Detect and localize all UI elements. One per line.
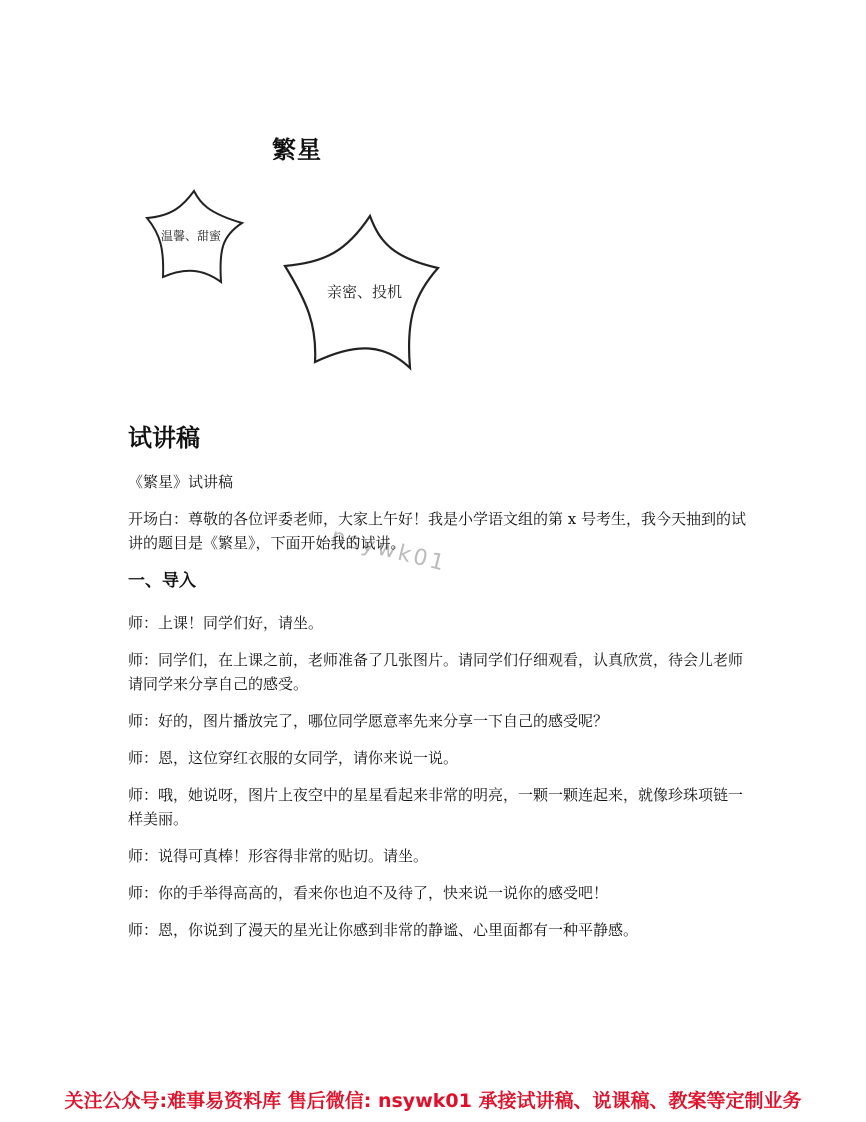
star-small-label: 温馨、甜蜜 (161, 229, 222, 243)
document-body (128, 470, 748, 955)
dialogue-line: 师：同学们，在上课之前，老师准备了几张图片。请同学们仔细观看，认真欣赏，待会儿老师请同学来分享自己的感受。 (128, 651, 744, 693)
watermark: nsywk01 (328, 524, 450, 577)
dialogue-line: 师：说得可真棒！形容得非常的贴切。请坐。 (128, 847, 429, 865)
heading-intro: 一、导入 (128, 571, 196, 591)
dialogue-line: 师：你的手举得高高的，看来你也迫不及待了，快来说一说你的感受吧！ (128, 884, 609, 902)
diagram-title: 繁星 (272, 136, 322, 164)
section-title: 试讲稿 (128, 424, 200, 452)
dialogue-line: 师：上课！同学们好，请坐。 (128, 614, 324, 632)
star-diagram (0, 0, 866, 420)
dialogue-line: 师：哦，她说呀，图片上夜空中的星星看起来非常的明亮，一颗一颗连起来，就像珍珠项链一样美丽。 (128, 786, 744, 828)
opening-paragraph: 开场白：尊敬的各位评委老师，大家上午好！我是小学语文组的第 x 号考生，我今天抽到的试讲的题目是《繁星》，下面开始我的试讲。 (128, 510, 746, 552)
document-subtitle: 《繁星》试讲稿 (128, 473, 234, 491)
dialogue-line: 师：恩，这位穿红衣服的女同学，请你来说一说。 (128, 749, 459, 767)
footer-banner: 关注公众号:难事易资料库 售后微信: nsywk01 承接试讲稿、说课稿、教案等定制业务 (0, 1080, 866, 1122)
star-large-label: 亲密、投机 (327, 283, 403, 301)
dialogue-line: 师：恩，你说到了漫天的星光让你感到非常的静谧、心里面都有一种平静感。 (128, 921, 639, 939)
dialogue-line: 师：好的，图片播放完了，哪位同学愿意率先来分享一下自己的感受呢？ (128, 712, 609, 730)
